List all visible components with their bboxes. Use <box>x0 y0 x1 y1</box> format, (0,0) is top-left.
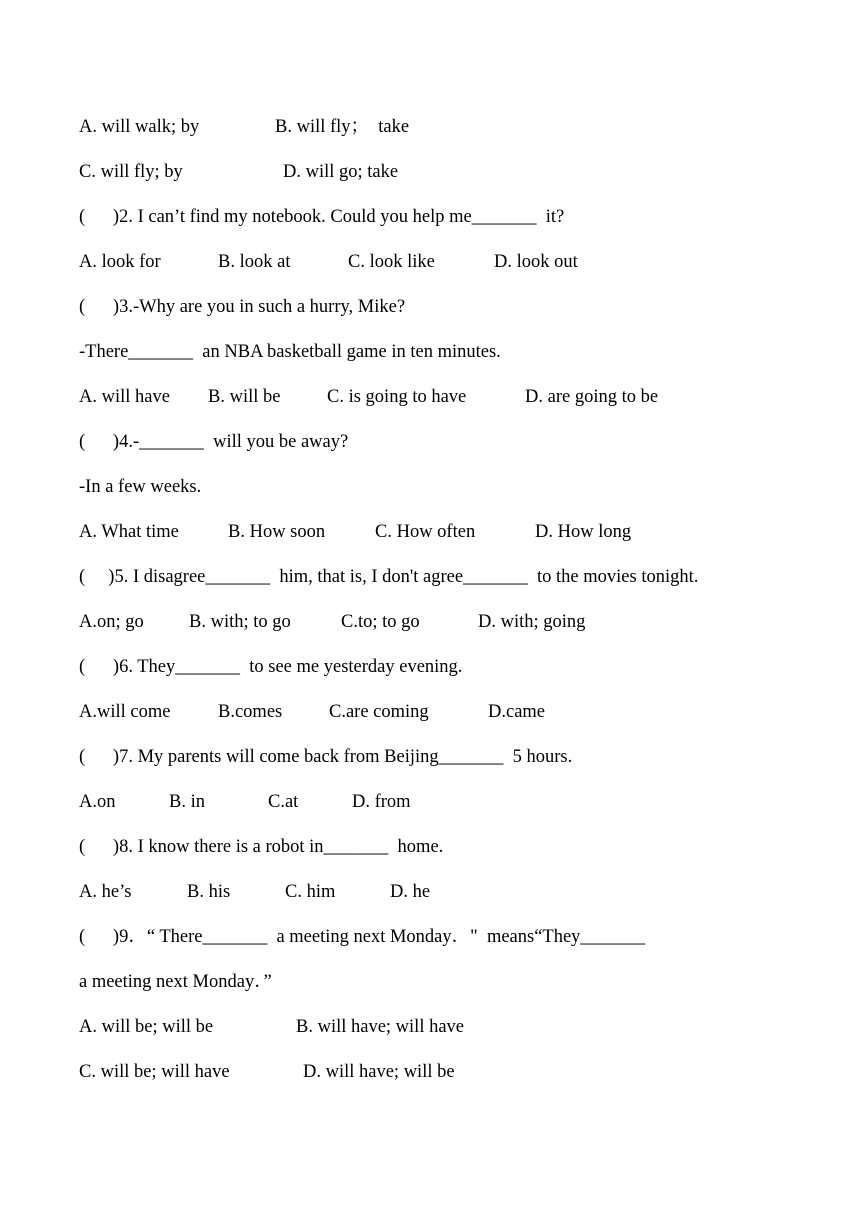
question-8-text: ( )8. I know there is a robot in_______ home. <box>79 837 444 857</box>
question-5-text: ( )5. I disagree_______ him, that is, I don't agree_______ to the movies tonight. <box>79 567 699 587</box>
q9-option-d: D. will have; will be <box>303 1062 455 1082</box>
q7-option-b: B. in <box>169 792 205 812</box>
q3-option-b: B. will be <box>208 387 281 407</box>
q5-option-c: C.to; to go <box>341 612 420 632</box>
q9-options-row-2 <box>79 1060 455 1156</box>
q5-option-a: A.on; go <box>79 612 144 632</box>
question-3-dialogue-text: -There_______ an NBA basketball game in ten minutes. <box>79 342 501 362</box>
q3-option-a: A. will have <box>79 387 170 407</box>
question-4-text: ( )4.-_______ will you be away? <box>79 432 349 452</box>
q6-option-b: B.comes <box>218 702 283 722</box>
q2-option-a: A. look for <box>79 252 161 272</box>
q8-option-a: A. he’s <box>79 882 132 902</box>
q6-option-c: C.are coming <box>329 702 429 722</box>
question-6-text: ( )6. They_______ to see me yesterday evening. <box>79 657 463 677</box>
q8-option-b: B. his <box>187 882 231 902</box>
question-9-continued-text: a meeting next Monday．” <box>79 972 272 992</box>
q2-option-b: B. look at <box>218 252 291 272</box>
q3-option-d: D. are going to be <box>525 387 659 407</box>
q8-option-c: C. him <box>285 882 336 902</box>
q3-option-c: C. is going to have <box>327 387 467 407</box>
q2-option-d: D. look out <box>494 252 578 272</box>
q9-option-b: B. will have; will have <box>296 1017 465 1037</box>
q5-option-d: D. with; going <box>478 612 586 632</box>
q4-option-c: C. How often <box>375 522 476 542</box>
q5-option-b: B. with; to go <box>189 612 291 632</box>
q9-option-c: C. will be; will have <box>79 1062 230 1082</box>
question-2-text: ( )2. I can’t find my notebook. Could you help me_______ it? <box>79 207 565 227</box>
q6-option-a: A.will come <box>79 702 171 722</box>
q2-option-c: C. look like <box>348 252 435 272</box>
question-7-text: ( )7. My parents will come back from Beijing_______ 5 hours. <box>79 747 573 767</box>
q7-option-c: C.at <box>268 792 299 812</box>
q4-option-d: D. How long <box>535 522 632 542</box>
q4-option-a: A. What time <box>79 522 179 542</box>
q9-option-a: A. will be; will be <box>79 1017 214 1037</box>
q8-option-d: D. he <box>390 882 431 902</box>
q1-option-a: A. will walk; by <box>79 117 200 137</box>
q7-option-d: D. from <box>352 792 411 812</box>
q7-option-a: A.on <box>79 792 116 812</box>
question-4-dialogue-text: -In a few weeks. <box>79 477 202 497</box>
q1-option-c: C. will fly; by <box>79 162 183 182</box>
q1-option-b: B. will fly； take <box>275 117 410 137</box>
q1-option-d: D. will go; take <box>283 162 399 182</box>
q6-option-d: D.came <box>488 702 546 722</box>
question-9-text: ( )9．“ There_______ a meeting next Monday．" means“They_______ <box>79 927 646 947</box>
q4-option-b: B. How soon <box>228 522 326 542</box>
question-3-text: ( )3.-Why are you in such a hurry, Mike? <box>79 297 406 317</box>
